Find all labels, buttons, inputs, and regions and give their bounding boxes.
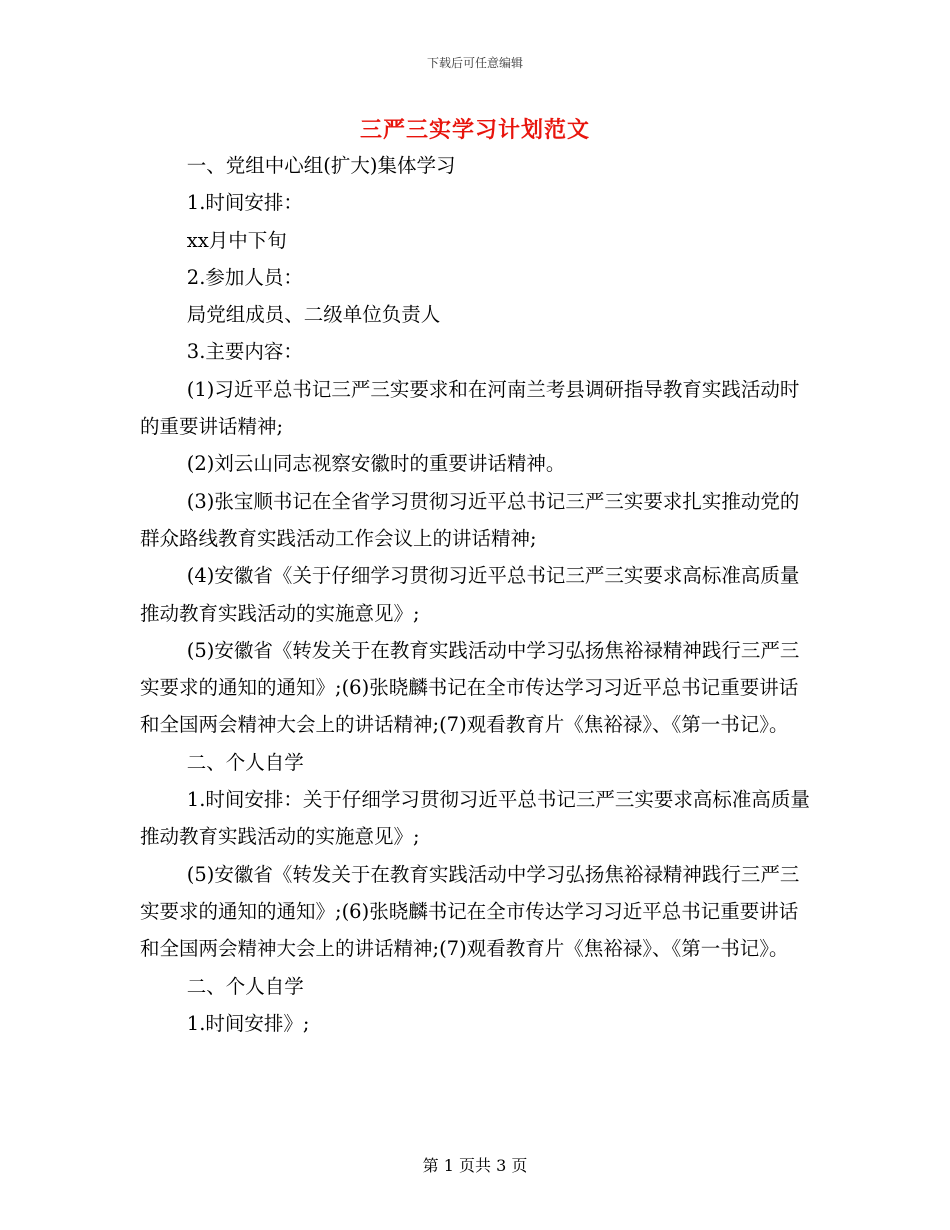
paragraph: 1.时间安排》; (186, 1011, 310, 1035)
paragraph: (4)安徽省《关于仔细学习贯彻习近平总书记三严三实要求高标准高质量推动教育实践活动的实施意见》; (140, 564, 800, 625)
paragraph: xx月中下旬 (186, 228, 287, 252)
paragraph: (5)安徽省《转发关于在教育实践活动中学习弘扬焦裕禄精神践行三严三实要求的通知的通知》;(6)张晓麟书记在全市传达学习习近平总书记重要讲话和全国两会精神大会上的讲话精神;(7)观看教育片《焦裕禄》、《第一书记》。 (140, 862, 800, 961)
paragraph: (2)刘云山同志视察安徽时的重要讲话精神。 (186, 452, 566, 476)
paragraph: (1)习近平总书记三严三实要求和在河南兰考县调研指导教育实践活动时的重要讲话精神; (140, 377, 800, 439)
page-header: 下载后可任意编辑 (426, 56, 523, 70)
paragraph: 1.时间安排： (186, 191, 303, 215)
document-title: 三严三实学习计划范文 (359, 117, 590, 143)
section-heading-2-repeat: 二、个人自学 (186, 974, 304, 998)
document-body (140, 147, 810, 1042)
page-number: 第 1 页共 3 页 (422, 1156, 528, 1175)
paragraph: (5)安徽省《转发关于在教育实践活动中学习弘扬焦裕禄精神践行三严三实要求的通知的通知》;(6)张晓麟书记在全市传达学习习近平总书记重要讲话和全国两会精神大会上的讲话精神;(7)观看教育片《焦裕禄》、《第一书记》。 (140, 638, 800, 737)
section-heading-1: 一、党组中心组(扩大)集体学习 (186, 154, 456, 177)
paragraph: 1.时间安排：关于仔细学习贯彻习近平总书记三严三实要求高标准高质量推动教育实践活动的实施意见》; (140, 788, 810, 849)
paragraph: 2.参加人员： (186, 265, 303, 289)
paragraph: 局党组成员、二级单位负责人 (186, 303, 441, 327)
section-heading-2: 二、个人自学 (186, 750, 304, 774)
paragraph: (3)张宝顺书记在全省学习贯彻习近平总书记三严三实要求扎实推动党的群众路线教育实践活动工作会议上的讲话精神; (140, 489, 800, 550)
paragraph: 3.主要内容： (186, 340, 303, 364)
